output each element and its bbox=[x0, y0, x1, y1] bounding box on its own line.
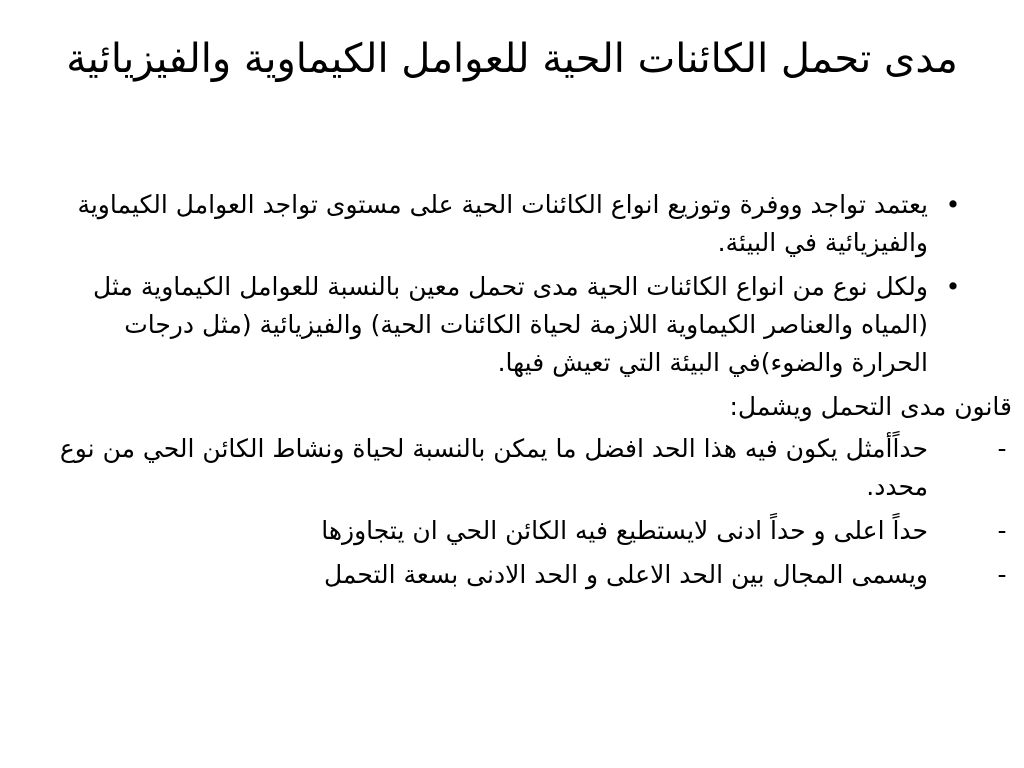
dash-text: حداً اعلى و حداً ادنى لايستطيع فيه الكائن الحي ان يتجاوزها bbox=[321, 516, 928, 545]
slide-body bbox=[58, 186, 1012, 600]
dash-text: حداًأمثل يكون فيه هذا الحد افضل ما يمكن بالنسبة لحياة ونشاط الكائن الحي من نوع محدد. bbox=[59, 434, 928, 501]
dash-item bbox=[58, 512, 1012, 550]
law-heading: قانون مدى التحمل ويشمل: bbox=[729, 392, 1012, 421]
slide-title: مدى تحمل الكائنات الحية للعوامل الكيماوية والفيزيائية bbox=[66, 36, 958, 82]
bullet-text: ولكل نوع من انواع الكائنات الحية مدى تحمل معين بالنسبة للعوامل الكيماوية مثل (المياه والعناصر الكيماوية اللازمة لحياة الكائنات الحية) والفيزيائية (مثل درجات الحرارة والضوء)في البيئة التي تعيش فيها. bbox=[93, 272, 928, 377]
bullet-marker: • bbox=[945, 190, 961, 219]
dash-list bbox=[58, 430, 1007, 594]
dash-marker: - bbox=[997, 516, 1007, 545]
dash-marker: - bbox=[997, 560, 1007, 589]
bullet-text: يعتمد تواجد ووفرة وتوزيع انواع الكائنات الحية على مستوى تواجد العوامل الكيماوية والفيزيائية في البيئة. bbox=[77, 190, 928, 257]
dash-marker: - bbox=[997, 434, 1007, 463]
bullet-item bbox=[58, 186, 968, 262]
dash-item bbox=[58, 430, 1012, 506]
bullet-item bbox=[58, 268, 968, 382]
bullet-marker: • bbox=[945, 272, 961, 301]
dash-item bbox=[58, 556, 1012, 594]
dash-text: ويسمى المجال بين الحد الاعلى و الحد الادنى بسعة التحمل bbox=[323, 560, 928, 589]
bullet-list bbox=[58, 186, 968, 382]
